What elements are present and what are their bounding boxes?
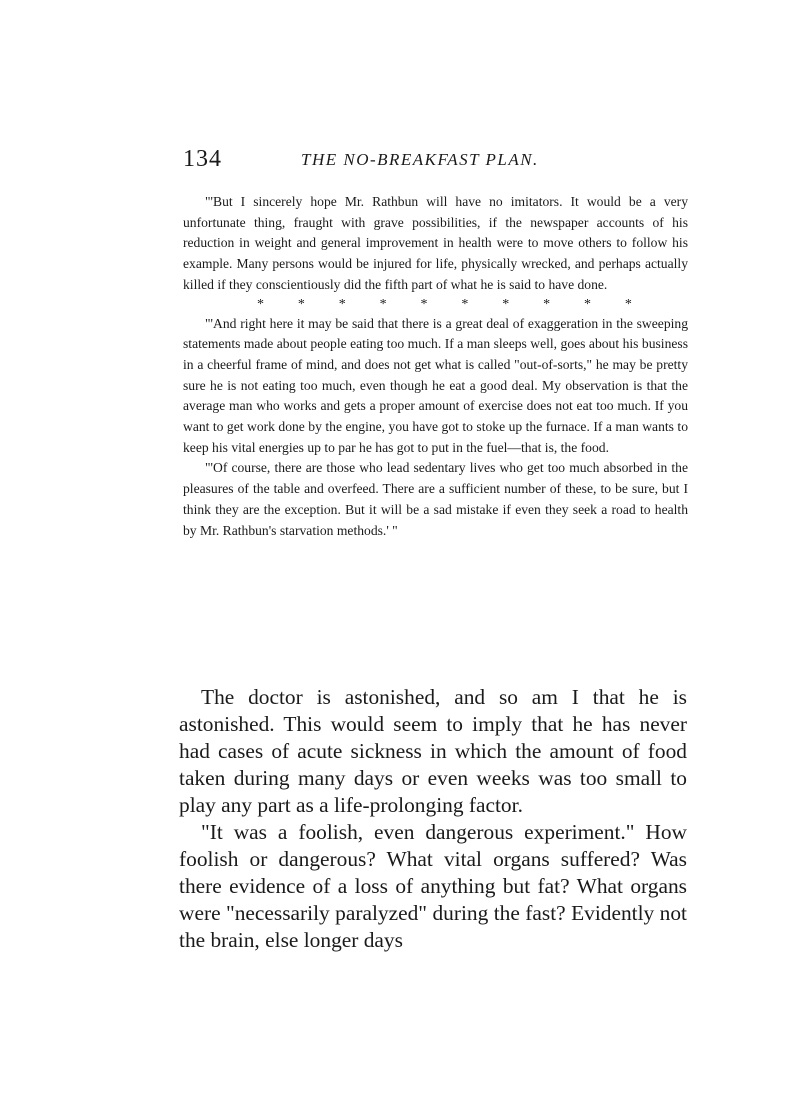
asterisk: * xyxy=(461,296,469,312)
quote-paragraph-3: "'Of course, there are those who lead sedentary lives who get too much absorbed in the pleasures of the table and overfeed. There are a sufficient number of these, to be sure, but I think they are the exception. But it will be a sad mistake if even they seek a road to health by Mr. Rathbun's starvation methods.' " xyxy=(183,460,688,538)
quoted-passage xyxy=(183,192,688,541)
asterisk: * xyxy=(624,296,632,312)
quote-paragraph-2: "'And right here it may be said that there is a great deal of exaggeration in the sweeping statements made about people eating too much. If a man sleeps well, goes about his business in a cheerful frame of mind, and does not get what is called "out-of-sorts," he may be pretty sure he is not eating too much, even though he eat a good deal. My observation is that the average man who works and gets a proper amount of exercise does not eat too much. If you want to get work done by the engine, you have got to stoke up the furnace. If a man wants to keep his vital energies up to par he has got to put in the fuel—that is, the food. xyxy=(183,315,688,455)
asterisk: * xyxy=(543,296,551,312)
body-paragraph-2: "It was a foolish, even dangerous experiment." How foolish or dangerous? What vital organs suffered? Was there evidence of a loss of anything but fat? What organs were "necessarily paralyzed" during the fast? Evidently not the brain, else longer days xyxy=(179,820,687,952)
asterisk: * xyxy=(297,296,305,312)
asterisk: * xyxy=(338,296,346,312)
asterisk-divider xyxy=(183,296,688,314)
body-paragraph-1: The doctor is astonished, and so am I that he is astonished. This would seem to imply that he has never had cases of acute sickness in which the amount of food taken during many days or even weeks was too small to play any part as a life-prolonging factor. xyxy=(179,685,687,817)
asterisk: * xyxy=(257,296,264,312)
running-title: THE NO-BREAKFAST PLAN. xyxy=(301,150,539,169)
page-number: 134 xyxy=(183,146,222,172)
quote-paragraph-1: "'But I sincerely hope Mr. Rathbun will have no imitators. It would be a very unfortunate thing, fraught with grave possibilities, if the newspaper accounts of his reduction in weight and general improvement in health were to move others to follow his example. Many persons would be injured for life, physically wrecked, and perhaps actually killed if they conscientiously did the fifth part of what he is said to have done. xyxy=(183,194,688,292)
asterisk: * xyxy=(502,296,510,312)
asterisk: * xyxy=(379,296,387,312)
page-header xyxy=(183,146,688,176)
body-text xyxy=(179,684,687,954)
asterisk: * xyxy=(584,296,591,312)
asterisk: * xyxy=(420,296,428,312)
